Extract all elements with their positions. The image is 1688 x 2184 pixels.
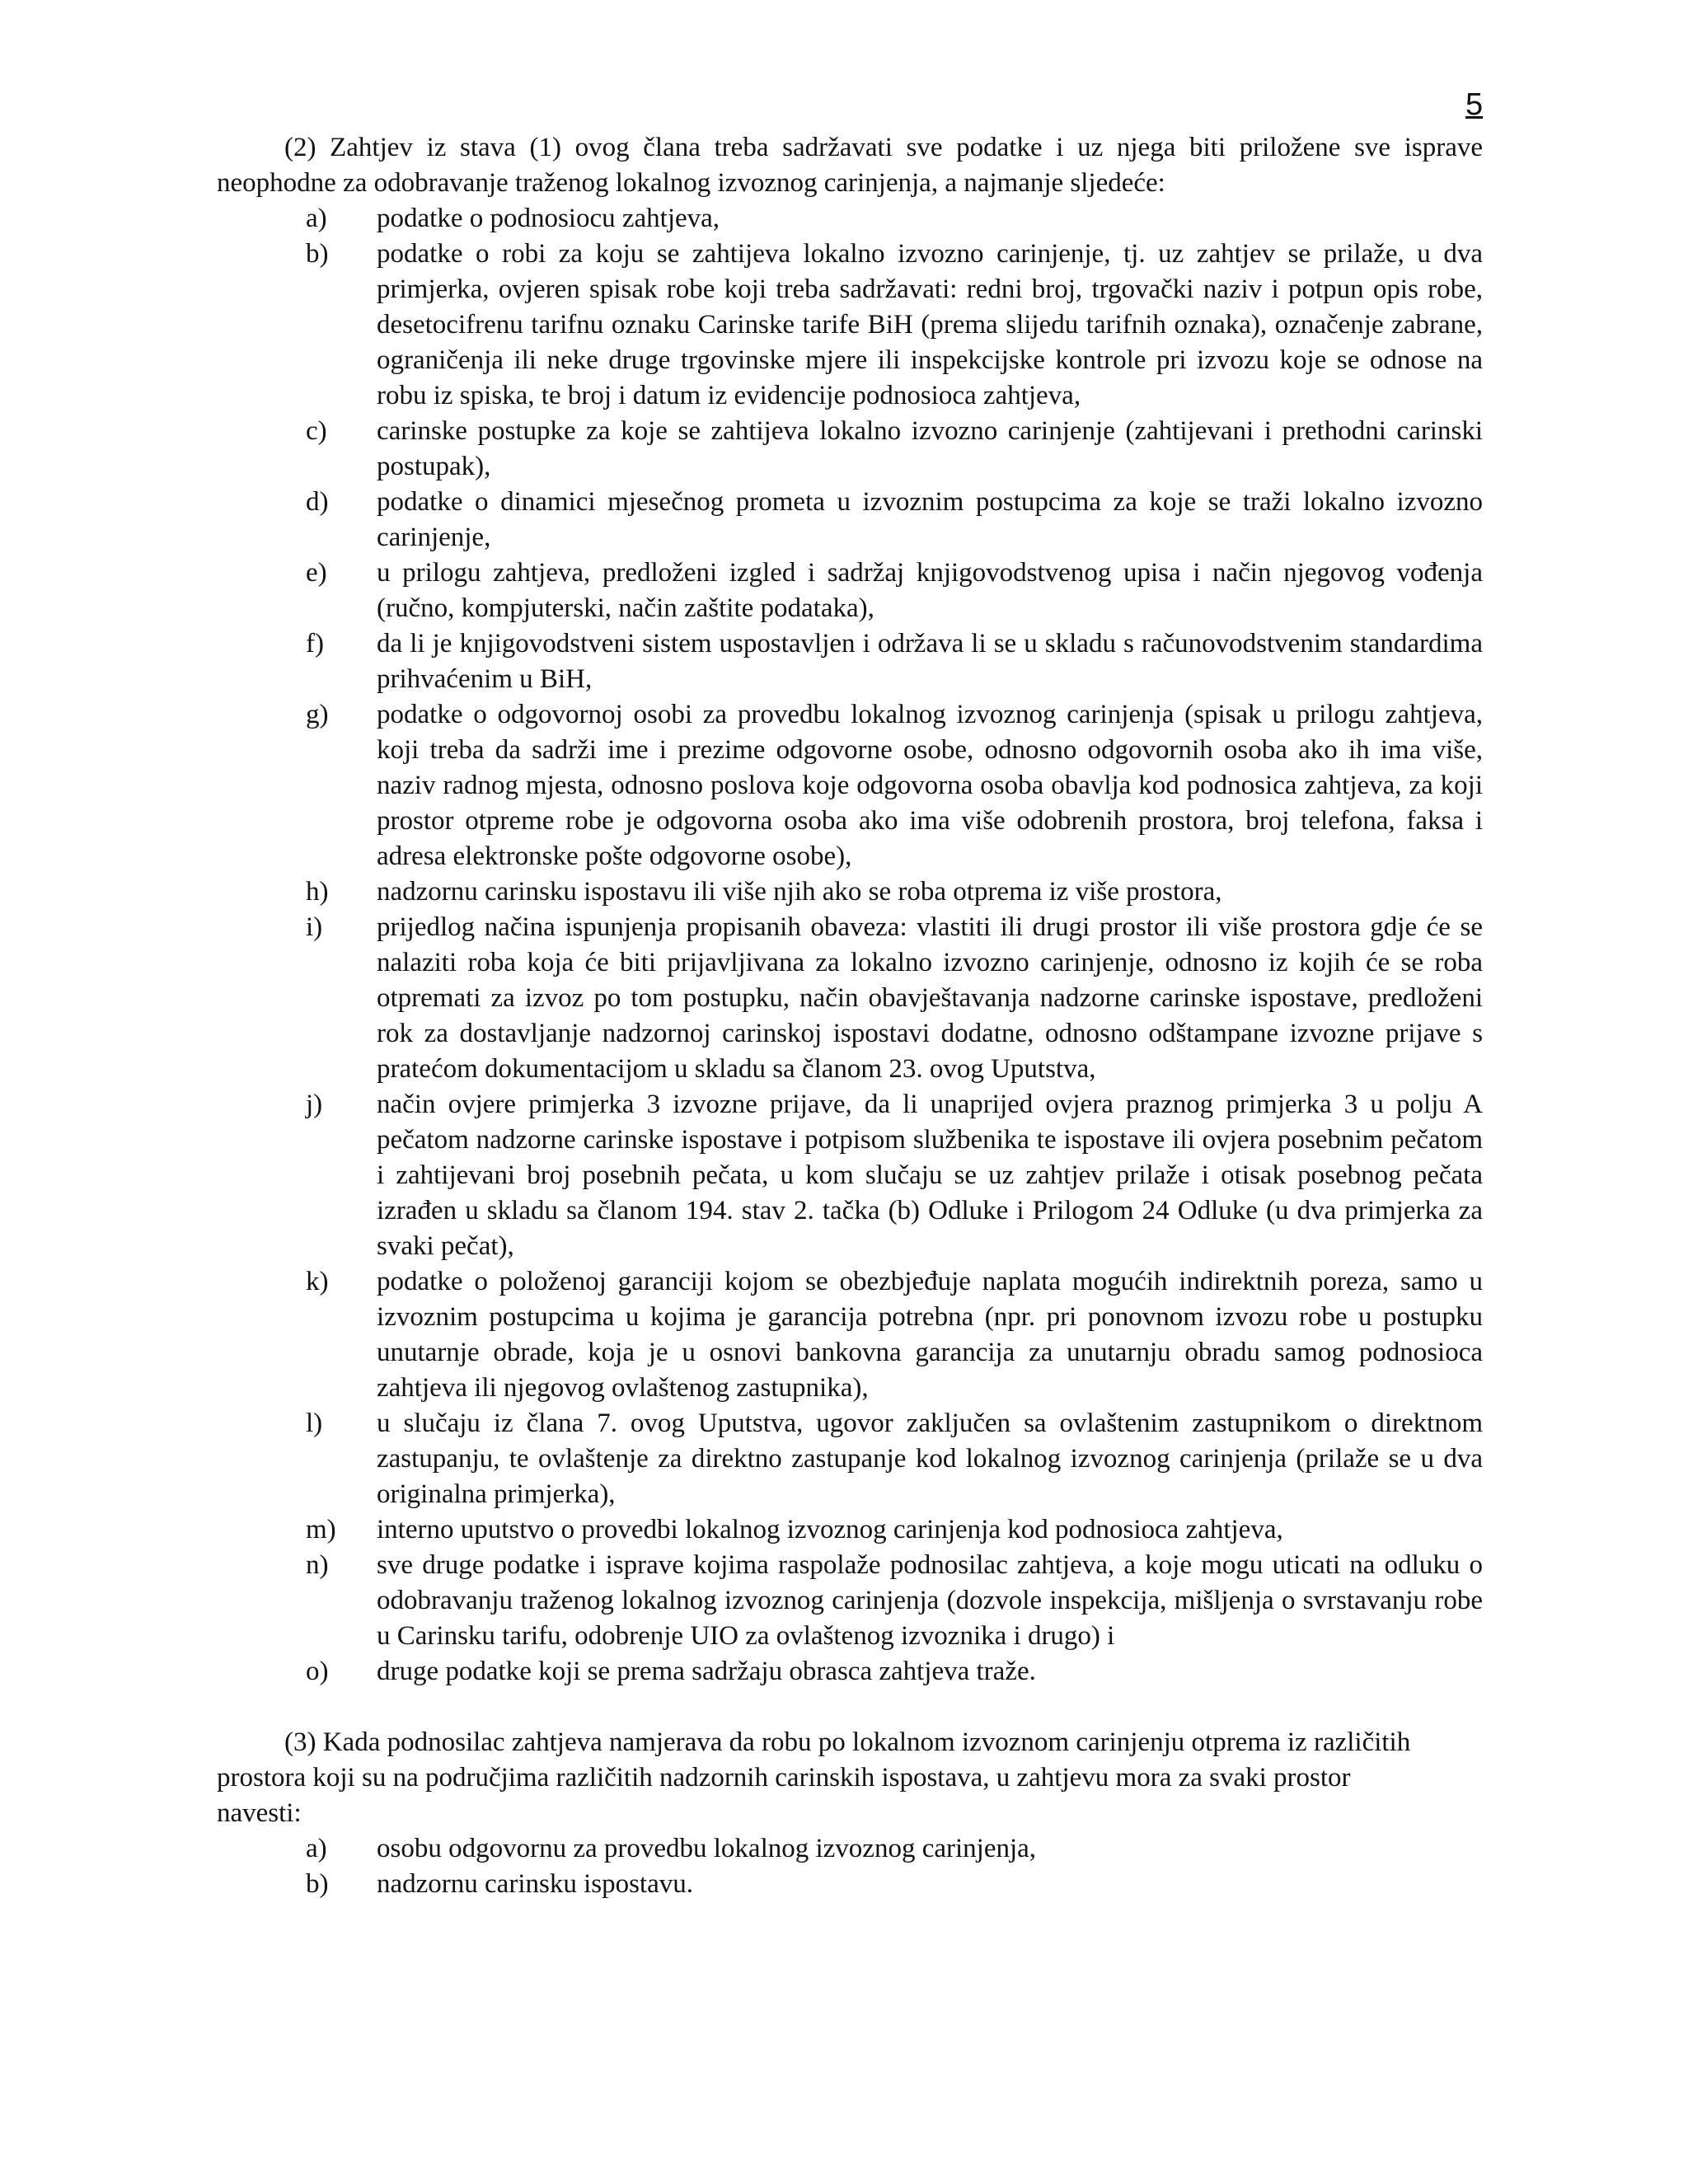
list-item-text: podatke o odgovornoj osobi za provedbu lokalnog izvoznog carinjenja (spisak u prilogu zahtjeva, koji treba da sadrži ime i prezime odgovorne osobe, odnosno odgovornih osoba ako ih ima više, naziv radnog mjesta, odnosno poslova koje odgovorna osoba obavlja kod podnosica zahtjeva, za koji prostor otpreme robe je odgovorna osoba ako ima više odobrenih prostora, broj telefona, faksa i adresa elektronske pošte odgovorne osobe),	[377, 700, 1483, 871]
list-item	[306, 1548, 1483, 1654]
list-marker: a)	[306, 204, 327, 233]
list-item-text: prijedlog načina ispunjenja propisanih obaveza: vlastiti ili drugi prostor ili više prostora gdje će se nalaziti roba koja će biti prijavljivana za lokalno izvozno carinjenje, odnosno iz kojih će se roba otpremati za izvoz po tom postupku, način obavještavanja nadzorne carinske ispostave, predloženi rok za dostavljanje nadzornoj carinskoj ispostavi dodatne, odnosno odštampane izvozne prijave s pratećom dokumentacijom u skladu sa članom 23. ovog Uputstva,	[377, 912, 1483, 1084]
section-3-list	[306, 1831, 1483, 1902]
list-item-text: podatke o položenoj garanciji kojom se obezbjeđuje naplata mogućih indirektnih poreza, samo u izvoznim postupcima u kojima je garancija potrebna (npr. pri ponovnom izvozu robe u postupku unutarnje obrade, koja je u osnovi bankovna garancija za unutarnju obradu samog podnosioca zahtjeva ili njegovog ovlaštenog zastupnika),	[377, 1267, 1483, 1403]
paragraph-spacer	[217, 1690, 1483, 1725]
list-item	[306, 1867, 1483, 1902]
list-marker: j)	[306, 1090, 323, 1119]
list-item	[306, 1087, 1483, 1264]
list-item-text: da li je knjigovodstveni sistem uspostavljen i održava li se u skladu s računovodstvenim standardima prihvaćenim u BiH,	[377, 629, 1483, 694]
list-item	[306, 1654, 1483, 1690]
list-item	[306, 874, 1483, 910]
list-marker: c)	[306, 416, 327, 446]
list-marker: b)	[306, 239, 329, 269]
list-item-text: podatke o dinamici mjesečnog prometa u izvoznim postupcima za koje se traži lokalno izvozno carinjenje,	[377, 487, 1483, 552]
list-item	[306, 485, 1483, 555]
list-marker: a)	[306, 1834, 327, 1863]
list-item-text: osobu odgovornu za provedbu lokalnog izvoznog carinjenja,	[377, 1834, 1037, 1863]
list-marker: k)	[306, 1267, 329, 1296]
document-body	[217, 130, 1483, 1902]
list-item	[306, 1831, 1483, 1867]
list-item	[306, 1264, 1483, 1406]
page-number: 5	[1465, 87, 1484, 122]
list-item	[306, 555, 1483, 626]
list-item-text: carinske postupke za koje se zahtijeva lokalno izvozno carinjenje (zahtijevani i prethodni carinski postupak),	[377, 416, 1483, 481]
list-marker: m)	[306, 1515, 336, 1544]
list-marker: i)	[306, 912, 323, 942]
list-item-text: u prilogu zahtjeva, predloženi izgled i sadržaj knjigovodstvenog upisa i način njegovog vođenja (ručno, kompjuterski, način zaštite podataka),	[377, 558, 1483, 623]
list-marker: f)	[306, 629, 324, 658]
list-marker: o)	[306, 1657, 329, 1686]
list-item	[306, 626, 1483, 697]
list-marker: h)	[306, 877, 329, 907]
list-marker: g)	[306, 700, 329, 729]
list-item-text: način ovjere primjerka 3 izvozne prijave, da li unaprijed ovjera praznog primjerka 3 u polju A pečatom nadzorne carinske ispostave i potpisom službenika te ispostave ili ovjera posebnim pečatom i zahtijevani broj posebnih pečata, u kom slučaju se uz zahtjev prilaže i otisak posebnog pečata izrađen u skladu sa članom 194. stav 2. tačka (b) Odluke i Prilogom 24 Odluke (u dva primjerka za svaki pečat),	[377, 1090, 1483, 1261]
list-item-text: podatke o podnosiocu zahtjeva,	[377, 204, 720, 233]
list-marker: b)	[306, 1869, 329, 1899]
section-3-intro: (3) Kada podnosilac zahtjeva namjerava da robu po lokalnom izvoznom carinjenju otprema iz različitih prostora koji su na područjima različitih nadzornih carinskih ispostava, u zahtjevu mora za svaki prostor navesti:	[217, 1727, 1411, 1828]
list-item-text: nadzornu carinsku ispostavu ili više njih ako se roba otprema iz više prostora,	[377, 877, 1222, 907]
list-marker: e)	[306, 558, 327, 588]
list-item-text: interno uputstvo o provedbi lokalnog izvoznog carinjenja kod podnosioca zahtjeva,	[377, 1515, 1283, 1544]
section-2-list	[306, 201, 1483, 1690]
list-item	[306, 910, 1483, 1087]
list-marker: n)	[306, 1550, 329, 1580]
list-item-text: sve druge podatke i isprave kojima raspolaže podnosilac zahtjeva, a koje mogu uticati na odluku o odobravanju traženog lokalnog izvoznog carinjenja (dozvole inspekcija, mišljenja o svrstavanju robe u Carinsku tarifu, odobrenje UIO za ovlaštenog izvoznika i drugo) i	[377, 1550, 1483, 1651]
list-item	[306, 697, 1483, 874]
list-item-text: podatke o robi za koju se zahtijeva lokalno izvozno carinjenje, tj. uz zahtjev se prilaže, u dva primjerka, ovjeren spisak robe koji treba sadržavati: redni broj, trgovački naziv i potpun opis robe, desetocifrenu tarifnu oznaku Carinske tarife BiH (prema slijedu tarifnih oznaka), označenje zabrane, ograničenja ili neke druge trgovinske mjere ili inspekcijske kontrole pri izvozu koje se odnose na robu iz spiska, te broj i datum iz evidencije podnosioca zahtjeva,	[377, 239, 1483, 410]
list-item	[306, 237, 1483, 414]
section-2-intro: (2) Zahtjev iz stava (1) ovog člana treba sadržavati sve podatke i uz njega biti priložene sve isprave neophodne za odobravanje traženog lokalnog izvoznog carinjenja, a najmanje sljedeće:	[217, 133, 1483, 198]
list-item-text: u slučaju iz člana 7. ovog Uputstva, ugovor zaključen sa ovlaštenim zastupnikom o direktnom zastupanju, te ovlaštenje za direktno zastupanje kod lokalnog izvoznog carinjenja (prilaže se u dva originalna primjerka),	[377, 1408, 1483, 1509]
list-item-text: nadzornu carinsku ispostavu.	[377, 1869, 693, 1899]
list-marker: d)	[306, 487, 329, 517]
list-item	[306, 1512, 1483, 1548]
list-item	[306, 201, 1483, 237]
list-item-text: druge podatke koji se prema sadržaju obrasca zahtjeva traže.	[377, 1657, 1036, 1686]
list-item	[306, 414, 1483, 485]
list-marker: l)	[306, 1408, 323, 1438]
list-item	[306, 1406, 1483, 1512]
